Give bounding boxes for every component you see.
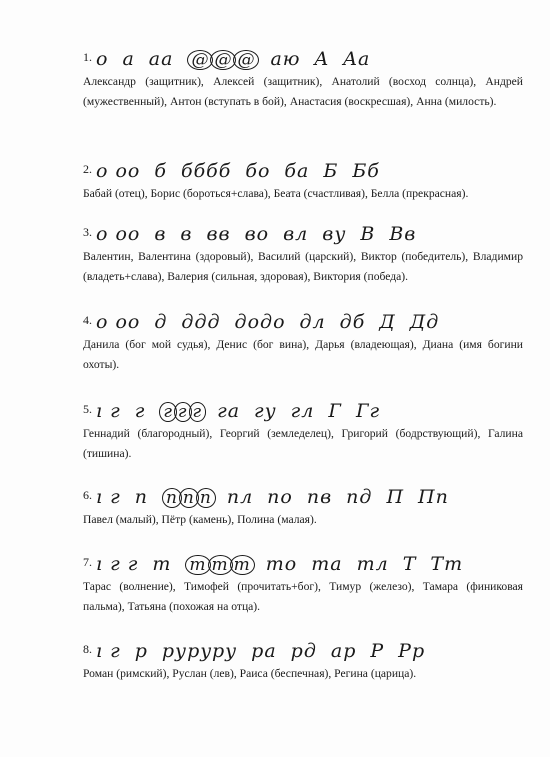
cursive-capital: Б	[323, 160, 339, 182]
circled-letter: т	[208, 555, 233, 575]
exercise-4	[83, 303, 523, 375]
cursive-group: гу	[254, 400, 277, 422]
cursive-row	[83, 478, 523, 508]
cursive-group: o oo	[96, 223, 141, 245]
cursive-row	[83, 215, 523, 245]
cursive-group: дб	[339, 311, 366, 333]
cursive-row	[83, 632, 523, 662]
cursive-group: в	[180, 223, 193, 245]
cursive-capital: Т	[402, 553, 417, 575]
circled-letter: п	[162, 488, 182, 508]
cursive-group: ı г	[96, 486, 121, 508]
cursive-group: та	[311, 553, 343, 575]
exercise-5	[83, 392, 523, 464]
names-text: Роман (римский), Руслан (лев), Раиса (беспечная), Регина (царица).	[83, 667, 417, 680]
cursive-pair: Бб	[352, 160, 380, 182]
cursive-group: то	[265, 553, 298, 575]
cursive-group: рд	[290, 640, 317, 662]
exercise-number: 7.	[83, 555, 92, 569]
cursive-group: o	[96, 48, 109, 70]
cursive-capital: Р	[370, 640, 385, 662]
cursive-row	[83, 40, 523, 70]
cursive-group-circled	[185, 555, 251, 575]
cursive-group: тл	[356, 553, 389, 575]
exercise-2	[83, 152, 523, 204]
cursive-group: ı г г	[96, 553, 139, 575]
cursive-row	[83, 392, 523, 422]
cursive-pair: Рр	[398, 640, 426, 662]
exercise-6	[83, 478, 523, 530]
circled-letter: г	[189, 402, 207, 422]
names-text: Александр (защитник), Алексей (защитник), Анатолий (восход солнца), Андрей (мужественный), Антон (вступать в бой), Анастасия (воскресшая), Анна (милость).	[83, 75, 523, 108]
cursive-group: по	[267, 486, 293, 508]
cursive-row	[83, 303, 523, 333]
cursive-group: пл	[226, 486, 254, 508]
names-text: Валентин, Валентина (здоровый), Василий (царский), Виктор (победитель), Владимир (владеть+слава), Валерия (сильная, здоровая), Виктория (победа).	[83, 250, 523, 283]
cursive-group: додо	[234, 311, 286, 333]
cursive-group: дл	[299, 311, 326, 333]
names-text: Данила (бог мой судья), Денис (бог вина), Дарья (владеющая), Диана (имя богини охоты).	[83, 338, 523, 371]
cursive-capital: В	[360, 223, 376, 245]
cursive-group: б	[154, 160, 167, 182]
circled-letter: @	[233, 50, 259, 70]
exercise-8	[83, 632, 523, 684]
exercise-number: 8.	[83, 642, 92, 656]
circled-letter: г	[159, 402, 177, 422]
cursive-group: в	[154, 223, 167, 245]
exercise-number: 4.	[83, 313, 92, 327]
exercise-number: 3.	[83, 225, 92, 239]
exercise-3	[83, 215, 523, 287]
cursive-capital: Г	[328, 400, 342, 422]
names-text: Тарас (волнение), Тимофей (прочитать+бог), Тимур (железо), Тамара (финиковая пальма), Татьяна (похожая на отца).	[83, 580, 523, 613]
circled-letter: п	[196, 488, 216, 508]
cursive-capital: П	[386, 486, 405, 508]
cursive-group: бббб	[180, 160, 232, 182]
cursive-group: ı г	[96, 640, 121, 662]
cursive-group: вл	[283, 223, 309, 245]
cursive-row	[83, 152, 523, 182]
cursive-group: п	[134, 486, 148, 508]
exercise-number: 2.	[83, 162, 92, 176]
circled-letter: г	[174, 402, 192, 422]
cursive-group: рурyру	[161, 640, 238, 662]
exercise-number: 5.	[83, 402, 92, 416]
cursive-group: aю	[270, 48, 301, 70]
exercise-1	[83, 40, 523, 112]
names-text: Бабай (отец), Борис (бороться+слава), Беата (счастливая), Белла (прекрасная).	[83, 187, 469, 200]
cursive-group: д	[154, 311, 168, 333]
cursive-group: ı г	[96, 400, 121, 422]
circled-letter: @	[187, 50, 213, 70]
circled-letter: т	[185, 555, 210, 575]
cursive-group-circled	[162, 488, 213, 508]
circled-letter: п	[179, 488, 199, 508]
cursive-group-circled	[159, 402, 203, 422]
cursive-capital: Д	[379, 311, 396, 333]
cursive-pair: Пп	[418, 486, 449, 508]
cursive-group: вo	[244, 223, 270, 245]
cursive-group: пд	[346, 486, 373, 508]
cursive-group: o oo	[96, 160, 141, 182]
cursive-group: вв	[206, 223, 231, 245]
cursive-group: aa	[148, 48, 174, 70]
cursive-group: бa	[284, 160, 310, 182]
circled-letter: т	[230, 555, 255, 575]
cursive-capital: A	[314, 48, 330, 70]
cursive-pair: Вв	[389, 223, 417, 245]
exercise-7	[83, 545, 523, 617]
cursive-group: бo	[245, 160, 271, 182]
cursive-group: ддд	[181, 311, 221, 333]
cursive-group: пв	[306, 486, 333, 508]
cursive-group: т	[152, 553, 172, 575]
cursive-group: г	[134, 400, 146, 422]
cursive-group: ра	[251, 640, 277, 662]
exercise-number: 1.	[83, 50, 92, 64]
cursive-row	[83, 545, 523, 575]
cursive-group-circled	[187, 50, 256, 70]
cursive-group: ар	[330, 640, 357, 662]
cursive-group: га	[217, 400, 241, 422]
cursive-pair: Дд	[409, 311, 440, 333]
cursive-pair: Тт	[430, 553, 464, 575]
cursive-pair: Гг	[355, 400, 381, 422]
names-text: Геннадий (благородный), Георгий (земледелец), Григорий (бодрствующий), Галина (тишина).	[83, 427, 523, 460]
cursive-group: р	[134, 640, 148, 662]
circled-letter: @	[210, 50, 236, 70]
names-text: Павел (малый), Пётр (камень), Полина (малая).	[83, 513, 317, 526]
cursive-group: o oo	[96, 311, 141, 333]
exercise-number: 6.	[83, 488, 92, 502]
cursive-group: гл	[290, 400, 315, 422]
cursive-group: ву	[322, 223, 347, 245]
cursive-pair: Aa	[343, 48, 371, 70]
cursive-group: a	[122, 48, 135, 70]
